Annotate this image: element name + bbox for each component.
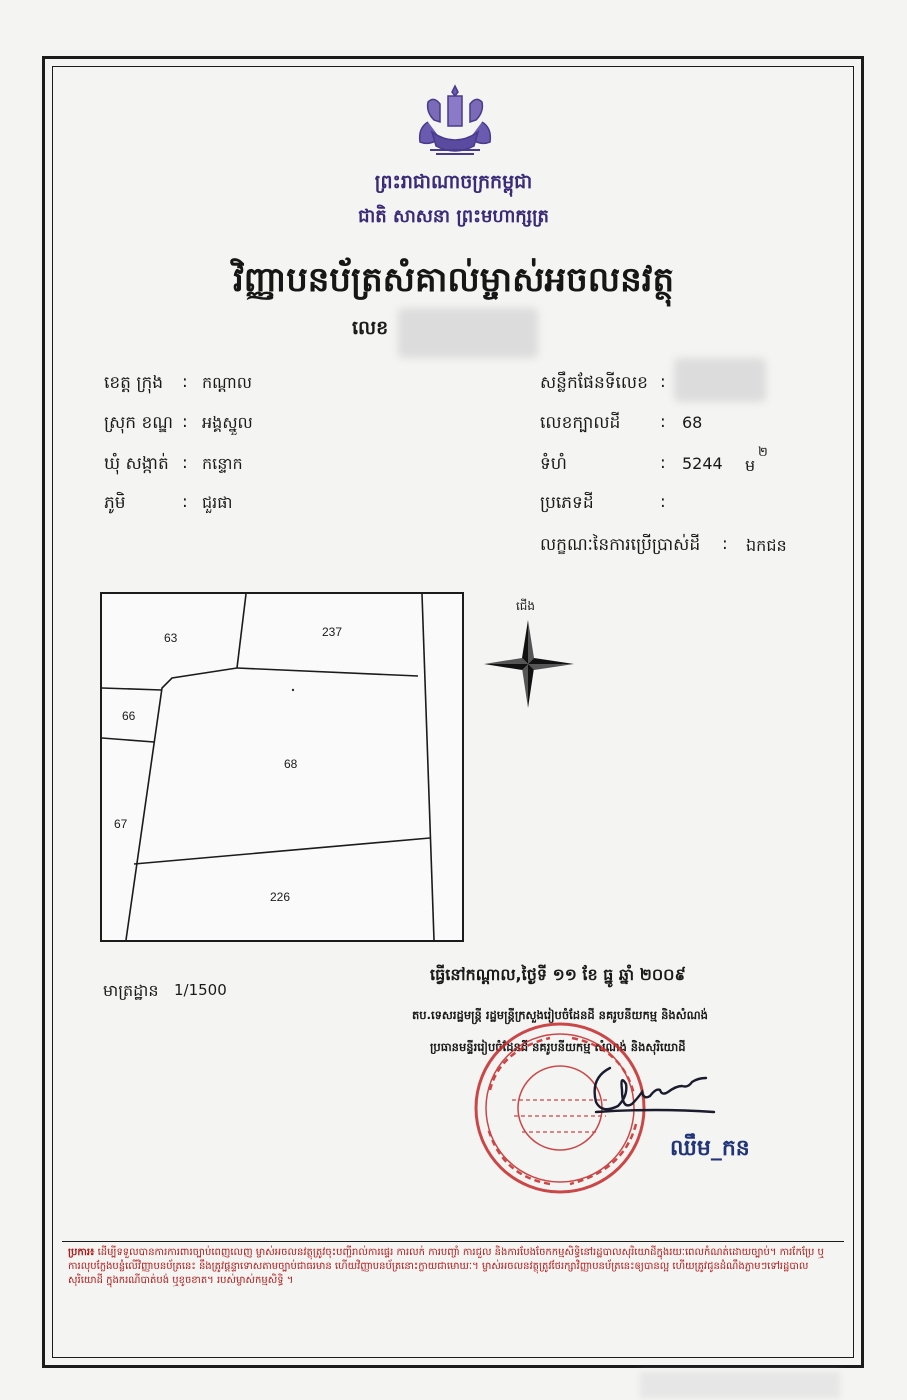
field-sep-area: : [660,453,666,473]
royal-crest-icon [410,82,500,160]
serial-number-label: លេខ [352,317,389,339]
field-sep-commune: : [182,453,188,473]
parcel-label: 63 [164,631,178,645]
field-sep-district: : [182,412,188,432]
signer-name: ឈឹម_កន [670,1136,750,1161]
parcel-label: 237 [322,625,343,639]
field-unit-area: ម [745,456,756,475]
field-value-land-use: ឯកជន [746,536,787,555]
parcel-label: 226 [270,890,291,904]
field-sep-province: : [182,372,188,392]
parcel-label-selected: 68 [284,757,298,771]
certificate-title: វិញ្ញាបនប័ត្រសំគាល់ម្ចាស់អចលនវត្ថុ [232,260,675,300]
field-label-commune: ឃុំ សង្កាត់ [104,454,169,474]
map-sheet-number-redacted [674,358,766,402]
national-motto: ជាតិ សាសនា ព្រះមហាក្សត្រ [358,206,549,227]
field-label-land-type: ប្រភេទដី [540,493,594,513]
field-sep-map-sheet: : [660,372,666,392]
notice-text: ដើម្បីទទួលបានការការពារច្បាប់ពេញលេញ ម្ចាស់អចលនវត្ថុត្រូវចុះបញ្ជីរាល់ការផ្ទេរ ការលក់ ការបញ្ចាំ ការជួល និងការបែងចែកកម្មសិទ្ធិនៅរដ្ឋបាលសុរិយោដីក្នុងរយៈពេលកំណត់ដោយច្បាប់។ ការកែប្រែ ឬការលុបក្លែងបន្លំលើវិញ្ញាបនប័ត្រនេះ នឹងត្រូវផ្តន្ទាទោសតាមច្បាប់ជាធរមាន ហើយវិញ្ញាបនប័ត្រនោះក្លាយជាមោឃៈ។ ម្ចាស់អចលនវត្ថុត្រូវថែរក្សាវិញ្ញាបនប័ត្រនេះឲ្យបានល្អ ហើយត្រូវជូនដំណឹងភ្លាមៗទៅរដ្ឋបាលសុរិយោដី ក្នុងករណីបាត់បង់ ឬខូចខាត។ [68,1247,824,1286]
parcel-label: 66 [122,709,136,723]
field-label-parcel-number: លេខក្បាលដី [540,413,621,433]
compass-north-label: ជើង [516,599,536,613]
scale-label: មាត្រដ្ឋាន [103,981,159,1000]
issuing-authority-line-2: ប្រធានមន្ទីររៀបចំដែនដី នគរូបនីយកម្ម សំណង់ និងសុរិយោដី [430,1040,686,1054]
cadastral-map [100,592,464,942]
parcel-label: 67 [114,817,128,831]
serial-number-redacted [398,308,538,358]
field-label-map-sheet: សន្លឹកផែនទីលេខ [540,373,648,393]
field-value-parcel-number: 68 [682,413,703,432]
field-label-area: ទំហំ [540,454,567,474]
kingdom-heading: ព្រះរាជាណាចក្រកម្ពុជា [374,171,533,193]
notice-lead: ប្រការ៖ [68,1247,95,1258]
issuing-authority-line-1: តប.ទេសរដ្ឋមន្ត្រី រដ្ឋមន្ត្រីក្រសួងរៀបចំដែនដី នគរូបនីយកម្ម និងសំណង់ [412,1008,708,1022]
field-value-commune: កន្ទោក [202,454,243,473]
field-sep-village: : [182,492,188,512]
field-label-land-use: លក្ខណៈនៃការប្រើប្រាស់ដី [540,535,701,555]
footer-redacted [640,1372,840,1398]
field-sep-land-type: : [660,492,666,512]
field-value-village: ជួរផា [202,493,233,512]
compass-rose-icon [478,596,588,720]
field-label-village: ភូមិ [104,493,126,513]
field-sep-land-use: : [722,534,728,554]
field-unit-superscript: ២ [758,445,768,460]
field-sep-parcel-number: : [660,412,666,432]
field-value-district: អង្គស្នួល [202,413,253,432]
notice-text-end: របស់ម្ចាស់កម្មសិទ្ធិ ។ [216,1275,294,1286]
field-value-province: កណ្តាល [202,373,252,392]
scale-value: 1/1500 [174,981,227,999]
legal-notice [62,1241,844,1353]
field-label-province: ខេត្ត ក្រុង [104,373,164,393]
field-value-area: 5244 [682,454,723,473]
field-label-district: ស្រុក ខណ្ឌ [104,413,173,433]
signature [586,1060,726,1126]
issuance-date-line: ធ្វើនៅកណ្តាល,ថ្ងៃទី ១១ ខែ ធ្នូ ឆ្នាំ ២០០៩ [430,965,686,984]
